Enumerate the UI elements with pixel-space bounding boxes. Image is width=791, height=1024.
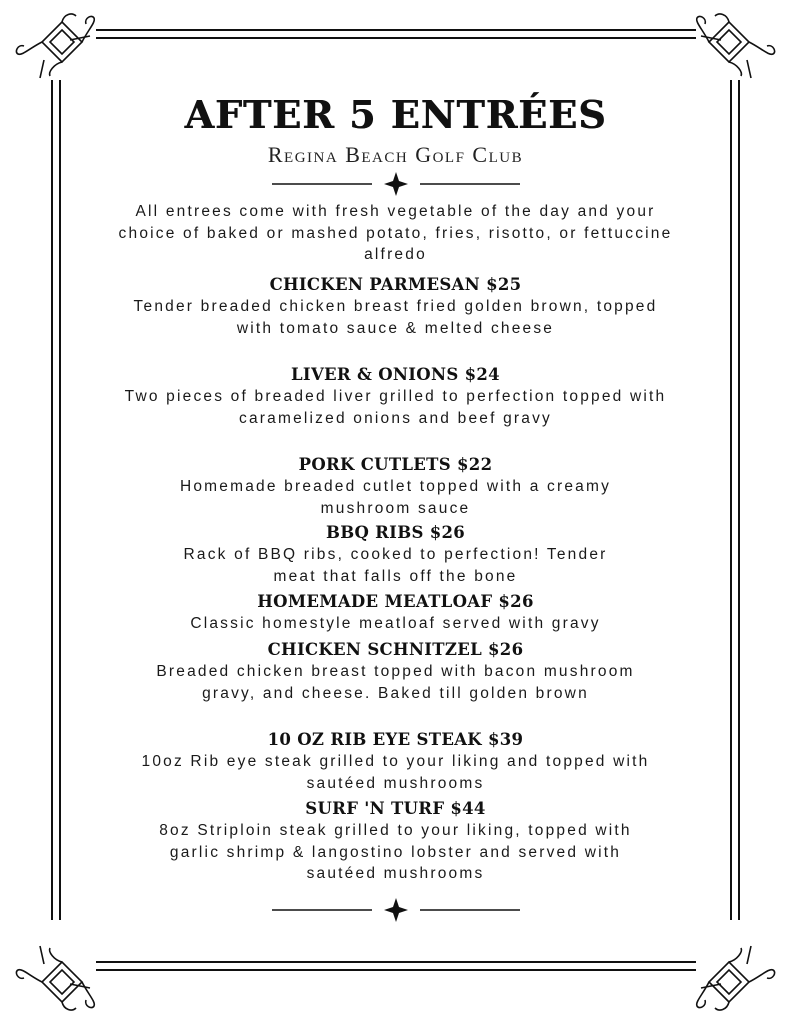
menu-item bbox=[95, 274, 696, 339]
item-description: Classic homestyle meatloaf served with gravy bbox=[190, 615, 601, 632]
menu-item bbox=[95, 798, 696, 885]
menu-item bbox=[95, 591, 696, 635]
item-description: Breaded chicken breast topped with bacon mushroom gravy, and cheese. Baked till golden brown bbox=[156, 663, 635, 702]
item-description: Two pieces of breaded liver grilled to perfection topped with caramelized onions and beef gravy bbox=[124, 388, 667, 427]
menu-item bbox=[95, 364, 696, 429]
item-name: CHICKEN PARMESAN $25 bbox=[269, 275, 522, 294]
menu-item bbox=[95, 639, 696, 704]
star-divider-top bbox=[0, 172, 791, 196]
item-description: Rack of BBQ ribs, cooked to perfection! Tender meat that falls off the bone bbox=[183, 546, 608, 585]
star-divider-bottom bbox=[0, 898, 791, 922]
corner-ornament-icon bbox=[697, 946, 775, 1010]
item-description: 8oz Striploin steak grilled to your liking, topped with garlic shrimp & langostino lobster and served with sautéed mushrooms bbox=[159, 822, 632, 882]
corner-ornament-icon bbox=[16, 14, 94, 78]
item-description: Tender breaded chicken breast fried golden brown, topped with tomato sauce & melted cheese bbox=[133, 298, 658, 337]
item-name: LIVER & ONIONS $24 bbox=[291, 365, 500, 384]
item-name: BBQ RIBS $26 bbox=[325, 523, 466, 542]
sparkle-star-icon bbox=[384, 898, 408, 922]
item-name: SURF 'N TURF $44 bbox=[305, 799, 486, 818]
item-name: CHICKEN SCHNITZEL $26 bbox=[267, 640, 524, 659]
sparkle-star-icon bbox=[384, 172, 408, 196]
item-name: PORK CUTLETS $22 bbox=[298, 455, 493, 474]
menu-item bbox=[95, 454, 696, 519]
menu-item bbox=[95, 729, 696, 794]
menu-item bbox=[95, 522, 696, 587]
intro-text: All entrees come with fresh vegetable of the day and your choice of baked or mashed potato, fries, risotto, or fettuccine alfredo bbox=[118, 203, 673, 263]
menu-title: AFTER 5 ENTRÉES bbox=[184, 92, 607, 137]
item-description: 10oz Rib eye steak grilled to your liking and topped with sautéed mushrooms bbox=[141, 753, 650, 792]
item-description: Homemade breaded cutlet topped with a creamy mushroom sauce bbox=[179, 478, 612, 517]
corner-ornament-icon bbox=[16, 946, 94, 1010]
corner-ornament-icon bbox=[697, 14, 775, 78]
item-name: 10 OZ RIB EYE STEAK $39 bbox=[267, 730, 524, 749]
club-name: Regina Beach Golf Club bbox=[267, 142, 524, 167]
item-name: HOMEMADE MEATLOAF $26 bbox=[257, 592, 534, 611]
